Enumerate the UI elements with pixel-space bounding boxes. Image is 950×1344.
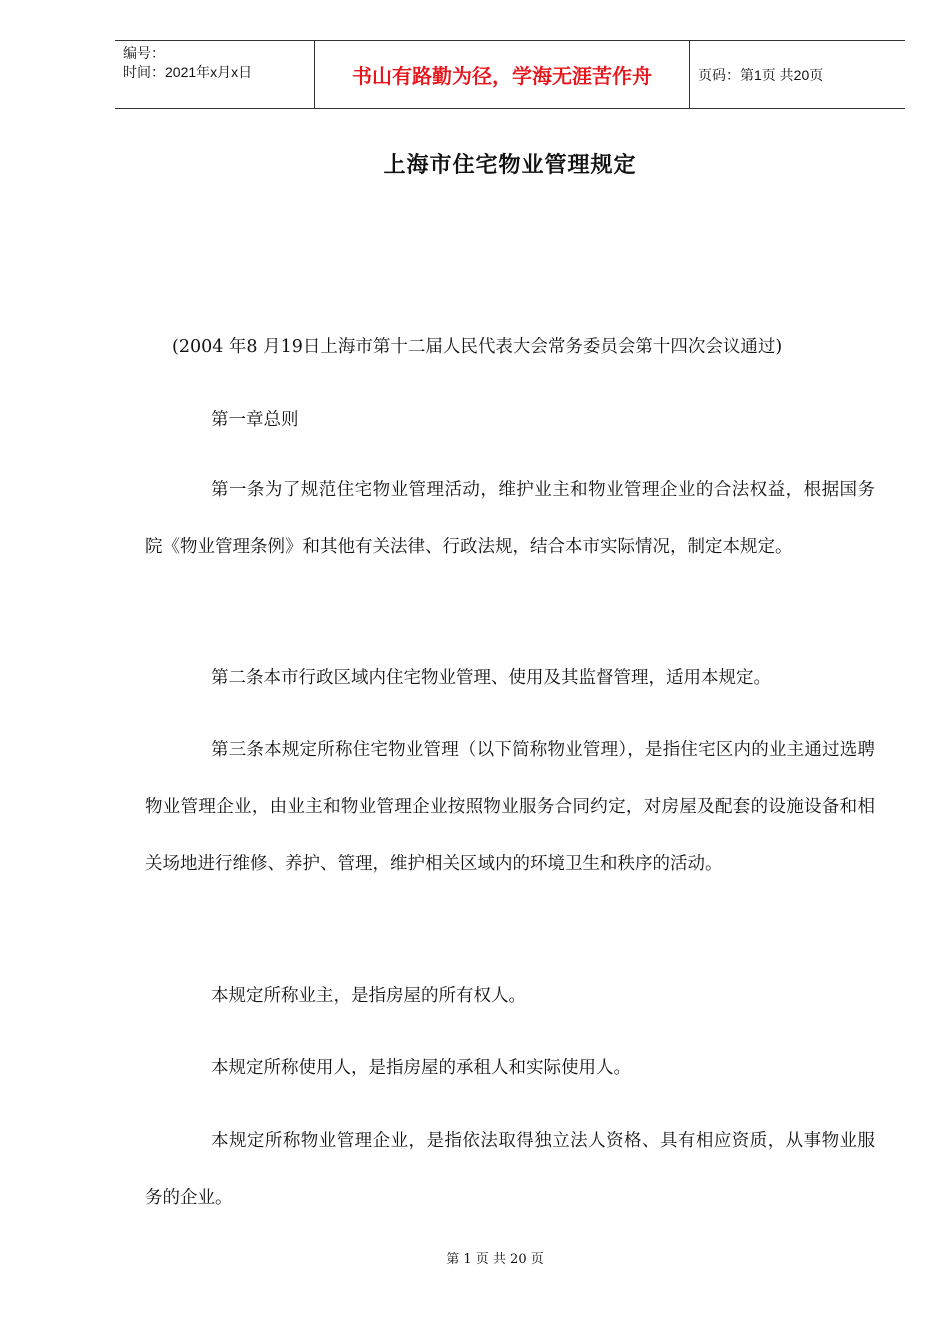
article-3-paragraph: 第三条本规定所称住宅物业管理（以下简称物业管理），是指住宅区内的业主通过选聘物业管理企业，由业主和物业管理企业按照物业服务合同约定，对房屋及配套的设施设备和相关场地进行维修、养护、管理，维护相关区域内的环境卫生和秩序的活动。	[145, 740, 875, 874]
header-table	[115, 40, 905, 109]
header-meta-cell	[115, 41, 315, 108]
article-1-paragraph: 第一条为了规范住宅物业管理活动，维护业主和物业管理企业的合法权益，根据国务院《物业管理条例》和其他有关法律、行政法规，结合本市实际情况，制定本规定。	[145, 480, 875, 557]
footer-page-number: 第 1 页 共 20 页	[446, 1252, 544, 1267]
header-page-info: 页码：第1页 共20页	[698, 66, 824, 83]
definition-user-paragraph: 本规定所称使用人，是指房屋的承租人和实际使用人。	[211, 1058, 631, 1078]
header-motto: 书山有路勤为径，学海无涯苦作舟	[315, 41, 690, 108]
document-number-label: 编号：	[123, 45, 165, 61]
document-time-label: 时间：2021年x月x日	[123, 64, 253, 80]
definition-owner-paragraph: 本规定所称业主，是指房屋的所有权人。	[211, 986, 526, 1006]
article-2-paragraph: 第二条本市行政区域内住宅物业管理、使用及其监督管理，适用本规定。	[211, 668, 771, 688]
adoption-note: (2004 年8 月19日上海市第十二届人民代表大会常务委员会第十四次会议通过)	[172, 337, 783, 357]
document-title: 上海市住宅物业管理规定	[383, 153, 637, 178]
chapter-heading: 第一章总则	[211, 410, 299, 430]
definition-company-paragraph: 本规定所称物业管理企业，是指依法取得独立法人资格、具有相应资质，从事物业服务的企业。	[145, 1131, 875, 1208]
